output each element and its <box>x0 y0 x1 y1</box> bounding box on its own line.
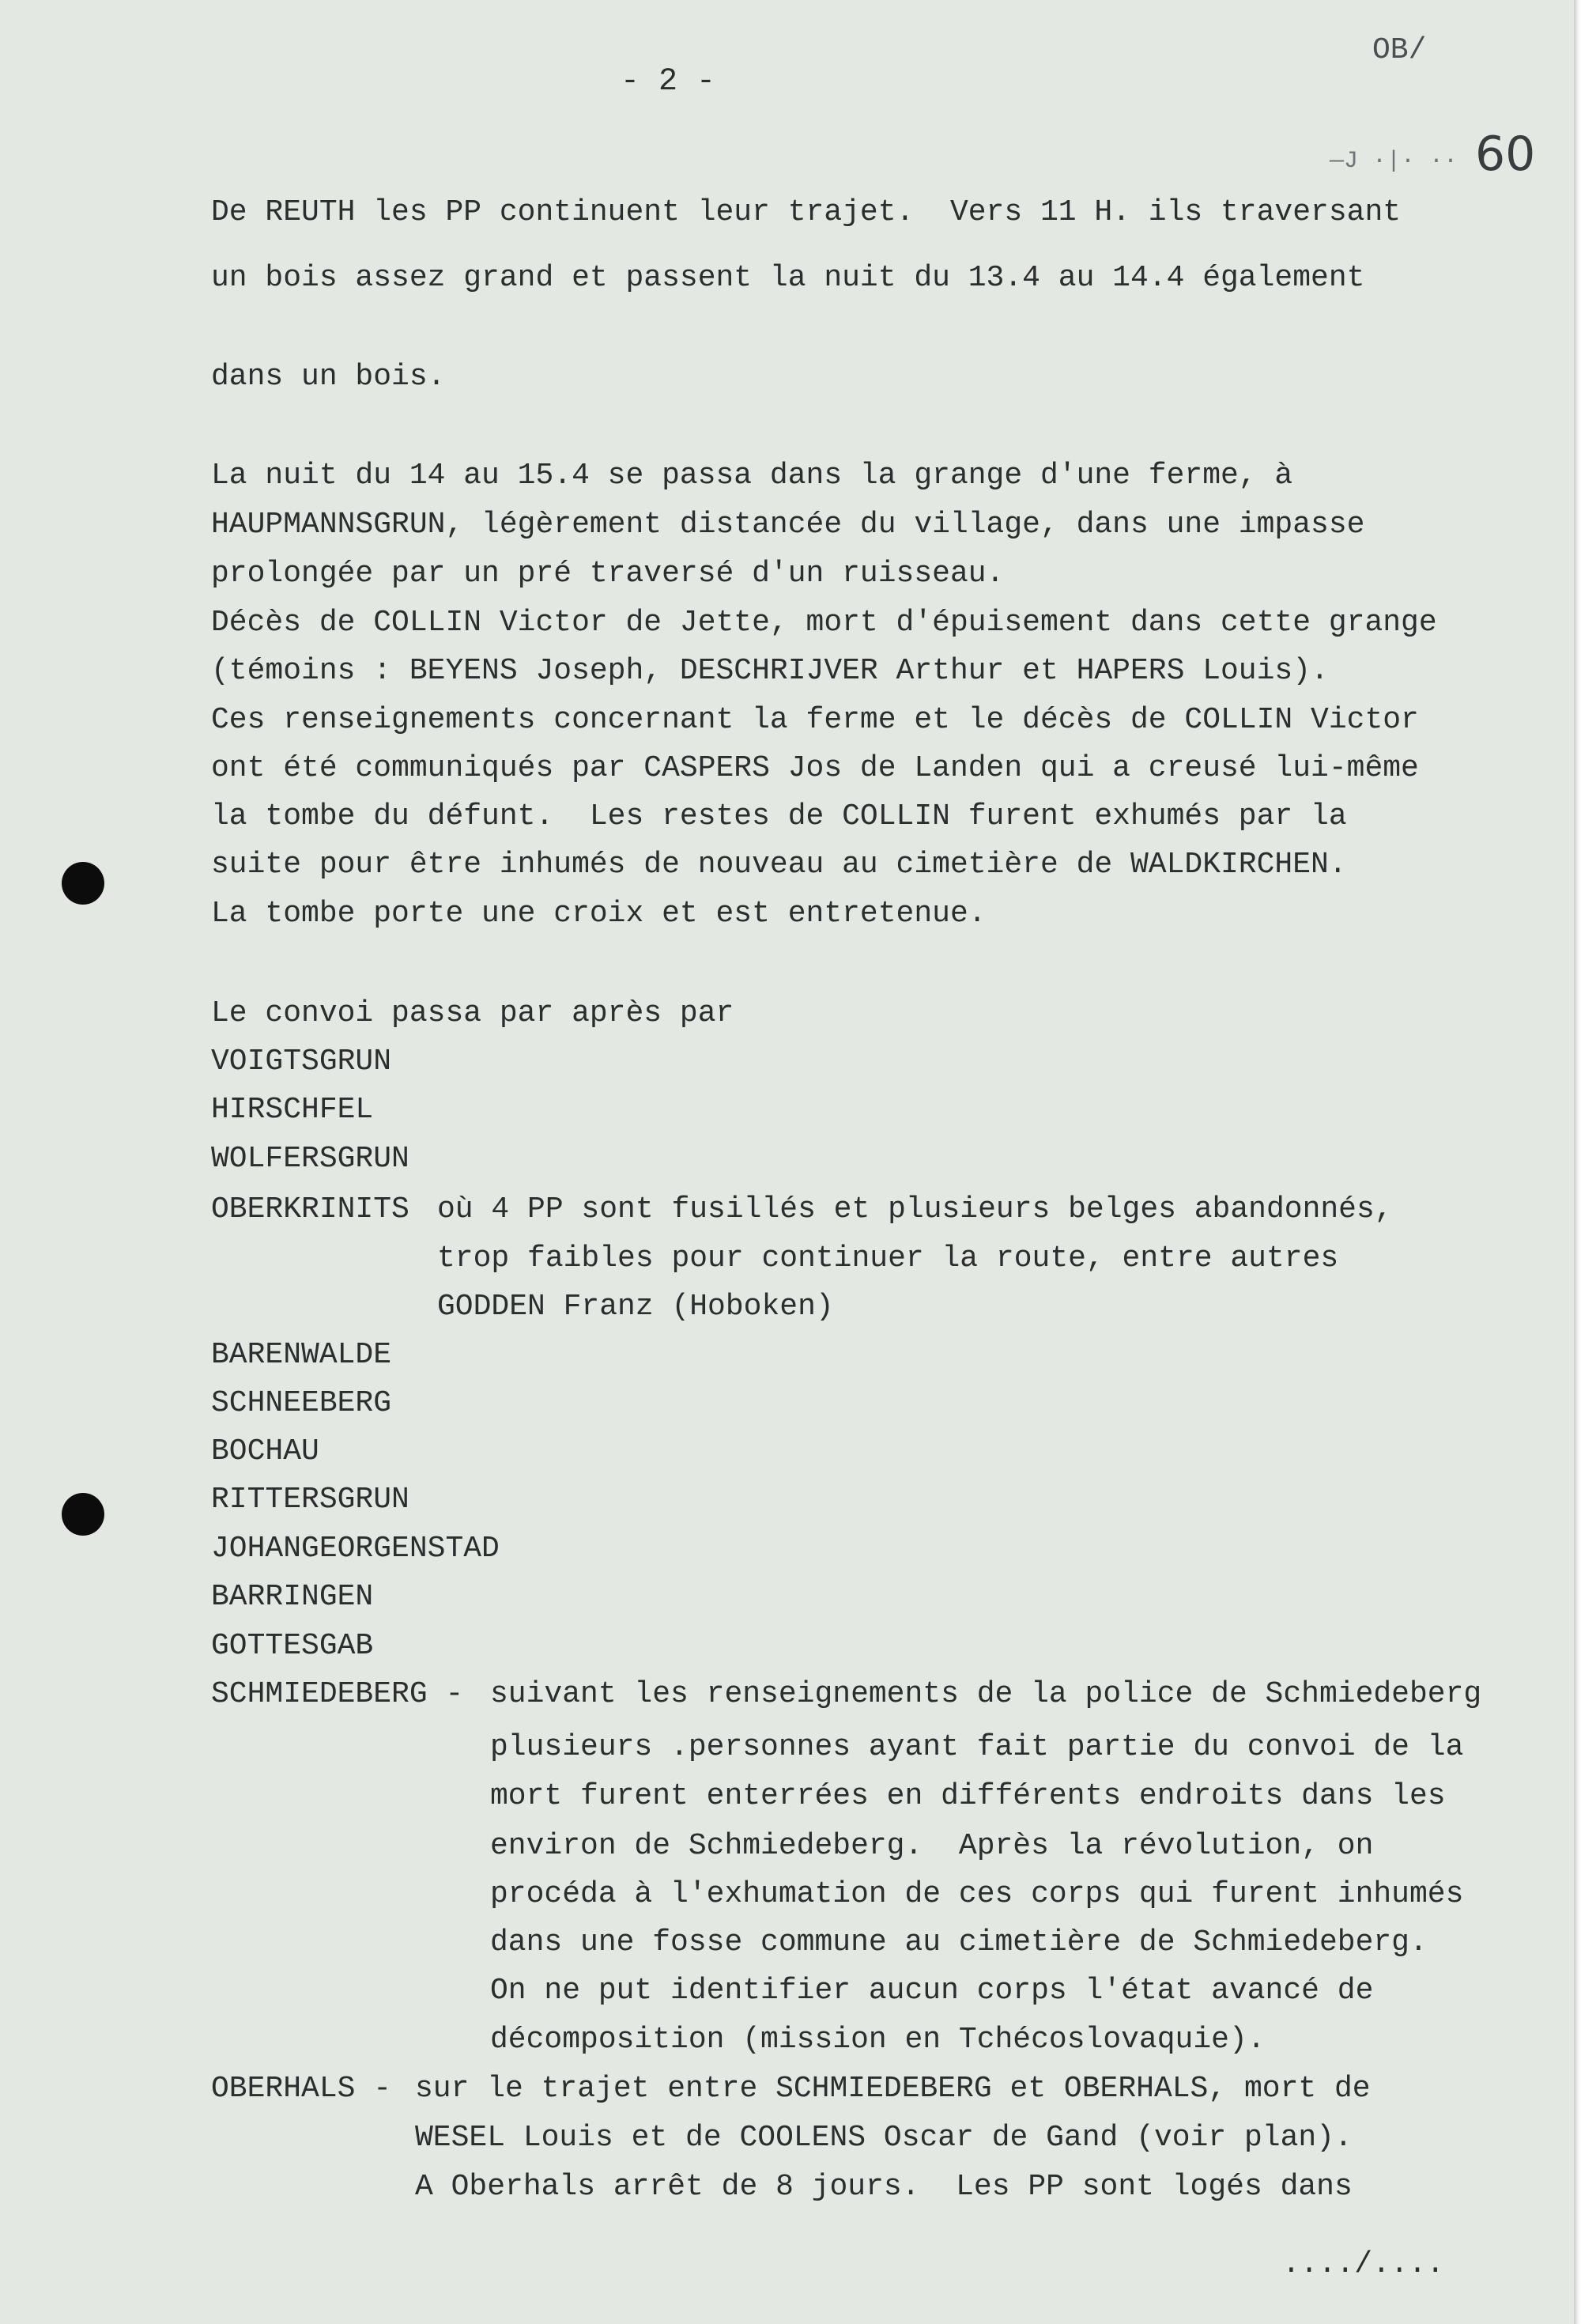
note-line: décomposition (mission en Tchécoslovaquie). <box>490 2023 1266 2057</box>
document-reference: OB/ <box>1372 33 1427 67</box>
text-line: La nuit du 14 au 15.4 se passa dans la grange d'une ferme, à <box>211 459 1293 493</box>
text-line: un bois assez grand et passent la nuit du 13.4 au 14.4 également <box>211 261 1365 295</box>
note-line: sur le trajet entre SCHMIEDEBERG et OBERHALS, mort de <box>415 2072 1371 2106</box>
note-line: suivant les renseignements de la police de Schmiedeberg <box>490 1677 1482 1711</box>
continuation-mark: ..../.... <box>1282 2247 1445 2281</box>
note-line: plusieurs .personnes ayant fait partie du convoi de la <box>490 1730 1464 1764</box>
place-name: WOLFERSGRUN <box>211 1142 409 1176</box>
paper-edge <box>1574 0 1581 2324</box>
place-name: HIRSCHFEL <box>211 1093 374 1127</box>
place-name: BARRINGEN <box>211 1580 374 1614</box>
text-line: Le convoi passa par après par <box>211 996 734 1030</box>
note-line: environ de Schmiedeberg. Après la révolution, on <box>490 1829 1374 1863</box>
place-name: SCHNEEBERG <box>211 1386 392 1420</box>
note-line: WESEL Louis et de COOLENS Oscar de Gand (voir plan). <box>415 2121 1353 2155</box>
note-line: trop faibles pour continuer la route, entre autres <box>437 1241 1339 1275</box>
note-line: mort furent enterrées en différents endroits dans les <box>490 1779 1446 1813</box>
text-line: De REUTH les PP continuent leur trajet. Vers 11 H. ils traversant <box>211 195 1402 229</box>
place-name: GOTTESGAB <box>211 1629 374 1663</box>
place-name: BARENWALDE <box>211 1338 392 1372</box>
note-line: dans une fosse commune au cimetière de Schmiedeberg. <box>490 1925 1428 1959</box>
text-line: HAUPMANNSGRUN, légèrement distancée du village, dans une impasse <box>211 508 1365 542</box>
note-line: On ne put identifier aucun corps l'état avancé de <box>490 1974 1374 2008</box>
note-line: où 4 PP sont fusillés et plusieurs belges abandonnés, <box>437 1192 1393 1226</box>
place-name: VOIGTSGRUN <box>211 1045 392 1079</box>
text-line: ont été communiqués par CASPERS Jos de Landen qui a creusé lui-même <box>211 751 1419 785</box>
text-line: Ces renseignements concernant la ferme et le décès de COLLIN Victor <box>211 703 1419 737</box>
text-line: la tombe du défunt. Les restes de COLLIN furent exhumés par la <box>211 799 1347 833</box>
place-name: SCHMIEDEBERG - <box>211 1677 464 1711</box>
text-line: dans un bois. <box>211 360 446 394</box>
text-line: Décès de COLLIN Victor de Jette, mort d'épuisement dans cette grange <box>211 606 1437 640</box>
place-name: OBERHALS - <box>211 2072 392 2106</box>
punch-hole-bottom <box>62 1493 104 1536</box>
note-line: GODDEN Franz (Hoboken) <box>437 1290 834 1324</box>
text-line: (témoins : BEYENS Joseph, DESCHRIJVER Arthur et HAPERS Louis). <box>211 654 1329 688</box>
text-line: suite pour être inhumés de nouveau au cimetière de WALDKIRCHEN. <box>211 848 1347 882</box>
text-line: prolongée par un pré traversé d'un ruisseau. <box>211 557 1005 591</box>
note-line: procéda à l'exhumation de ces corps qui furent inhumés <box>490 1877 1464 1911</box>
stamp-marks: —J ·|· ·· <box>1330 148 1458 175</box>
place-name: RITTERSGRUN <box>211 1483 409 1517</box>
place-name: BOCHAU <box>211 1434 319 1468</box>
page-number: - 2 - <box>621 64 716 100</box>
place-name: OBERKRINITS <box>211 1192 409 1226</box>
text-line: La tombe porte une croix et est entretenue. <box>211 897 987 931</box>
place-name: JOHANGEORGENSTAD <box>211 1532 500 1566</box>
note-line: A Oberhals arrêt de 8 jours. Les PP sont logés dans <box>415 2170 1353 2204</box>
punch-hole-top <box>62 862 104 905</box>
folio-number: 60 <box>1475 127 1536 182</box>
